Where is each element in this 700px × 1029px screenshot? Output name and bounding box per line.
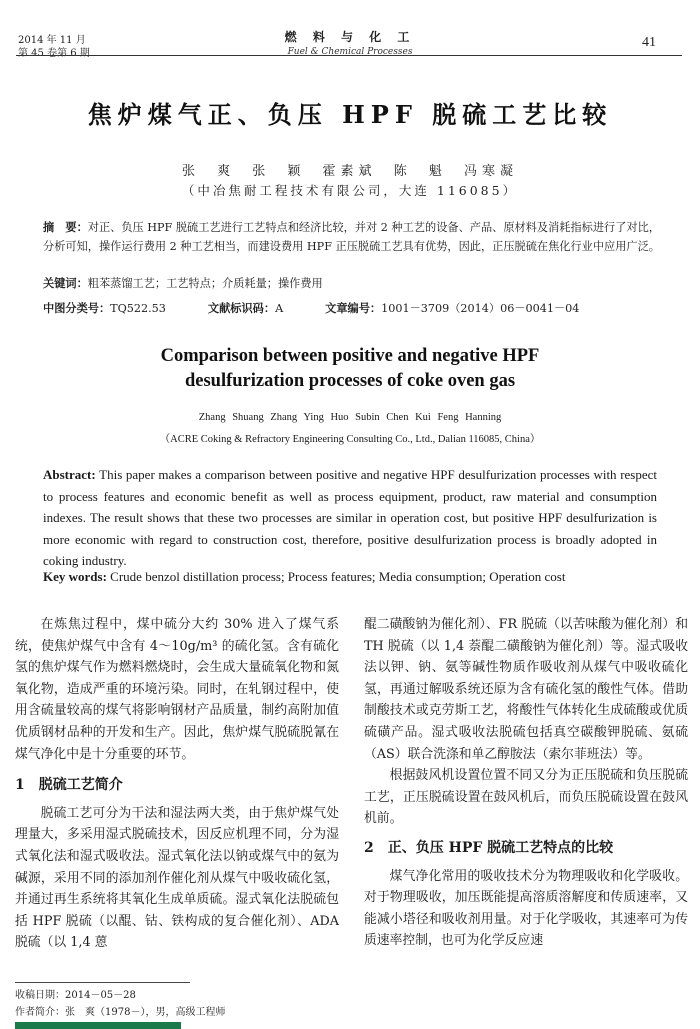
section-heading: 1 脱硫工艺简介 (15, 777, 123, 794)
keywords-cn (43, 274, 663, 293)
journal-name (0, 28, 700, 57)
body-column-right (364, 614, 688, 952)
author-bio: 作者简介：张 爽（1978－），男，高级工程师 (15, 1007, 226, 1018)
keywords-en (43, 569, 657, 585)
body-paragraph: 脱硫工艺可分为干法和湿法两大类，由于焦炉煤气处理量大，多采用湿式脱硫技术，因反应机理不同，分为湿式氧化法和湿式吸收法。湿式氧化法以钠或煤气中的氨为碱源，采用不同的添加剂作催化剂从煤气中吸收硫化氢，并通过再生系统将其氧化生成单质硫。湿式氧化法脱硫包括 HPF 脱硫（以醌、钴、铁构成的复合催化剂）、ADA 脱硫（以 1,4 蒽 (15, 805, 339, 951)
abstract-en (43, 464, 657, 572)
footer-color-bar (15, 1022, 181, 1029)
issue-date: 2014 年 11 月 (18, 35, 86, 46)
article-number: 文章编号：1001－3709（2014）06－0041－04 (325, 301, 580, 315)
header-divider (16, 55, 682, 56)
affiliation-en: （ACRE Coking & Refractory Engineering Consulting Co., Ltd., Dalian 116085, China） (159, 434, 541, 445)
body-paragraph: 在炼焦过程中，煤中硫分大约 30% 进入了煤气系统，使焦炉煤气中含有 4～10g/m³ 的硫化氢。含有硫化氢的焦炉煤气作为燃料燃烧时，会生成大量硫氧化物和氮氧化物，造成严重的环境污染。同时，在轧钢过程中，使用含硫量较高的煤气将影响钢材产品质量，制约高附加值优质钢材品种的开发和生产。因此，焦炉煤气脱硫脱氰在煤气净化中是十分重要的环节。 (15, 617, 339, 762)
received-date: 收稿日期：2014－05－28 (15, 990, 136, 1001)
keywords-en-text: Crude benzol distillation process; Process features; Media consumption; Operation cost (110, 569, 566, 584)
authors-cn: 张 爽 张 颖 霍素斌 陈 魁 冯寒凝 (182, 164, 518, 179)
keywords-en-label: Key words: (43, 569, 107, 584)
abstract-cn-text: 对正、负压 HPF 脱硫工艺进行工艺特点和经济比较，并对 2 种工艺的设备、产品、原材料及消耗指标进行了对比，分析可知，操作运行费用 2 种工艺相当，而建设费用 HPF 正压脱硫工艺具有优势，因此，正压脱硫在焦化行业中应用广泛。 (43, 221, 660, 253)
body-paragraph: 醌二磺酸钠为催化剂）、FR 脱硫（以苦味酸为催化剂）和 TH 脱硫（以 1,4 萘醌二磺酸钠为催化剂）等。湿式吸收法以钾、钠、氨等碱性物质作吸收剂从煤气中吸收硫化氢，再通过解吸系统还原为含有硫化氢的酸性气体。借助制酸技术或克劳斯工艺，将酸性气体转化生成硫酸或优质硫磺产品。湿式吸收法脱硫包括真空碳酸钾脱硫、氨硫（AS）联合洗涤和单乙醇胺法（索尔菲班法）等。 (364, 617, 688, 762)
journal-title-cn: 燃 料 与 化 工 (284, 30, 416, 44)
clc-number: 中图分类号：TQ522.53 (43, 301, 166, 315)
abstract-cn (43, 218, 663, 256)
paper-title-en (0, 344, 700, 394)
abstract-cn-label: 摘 要： (43, 220, 88, 234)
affiliation-cn: （中冶焦耐工程技术有限公司，大连 116085） (181, 183, 519, 198)
footnote-divider (15, 982, 190, 983)
keywords-cn-text: 粗苯蒸馏工艺；工艺特点；介质耗量；操作费用 (87, 277, 323, 290)
section-heading: 2 正、负压 HPF 脱硫工艺特点的比较 (364, 839, 614, 856)
keywords-cn-label: 关键词： (43, 276, 88, 290)
paper-title-en-line1: Comparison between positive and negative HPF (160, 346, 540, 366)
issue-volume: 第 45 卷第 6 期 (18, 48, 90, 59)
body-column-left (15, 614, 339, 954)
page-number: 41 (642, 35, 656, 50)
journal-title-en: Fuel & Chemical Processes (287, 47, 413, 57)
classification-info (43, 299, 663, 318)
abstract-en-label: Abstract: (43, 467, 96, 482)
paper-title-en-line2: desulfurization processes of coke oven gas (184, 371, 516, 391)
paper-title-cn: 焦炉煤气正、负压 HPF 脱硫工艺比较 (87, 100, 613, 129)
body-paragraph: 煤气净化常用的吸收技术分为物理吸收和化学吸收。对于物理吸收，加压既能提高溶质溶解度和传质速率，又能减小塔径和吸收剂用量。对于化学吸收，其速率可为传质速率控制，也可为化学反应速 (364, 868, 688, 949)
authors-en: Zhang Shuang Zhang Ying Huo Subin Chen Kui Feng Hanning (198, 412, 502, 423)
document-code: 文献标识码：A (207, 301, 284, 315)
body-paragraph: 根据鼓风机设置位置不同又分为正压脱硫和负压脱硫工艺，正压脱硫设置在鼓风机后，而负压脱硫设置在鼓风机前。 (364, 768, 688, 827)
abstract-en-text: This paper makes a comparison between positive and negative HPF desulfurization processes with respect to process features and economic benefit as well as process equipment, product, raw material and consumption indexes. The result shows that these two processes are similar in operation cost, but positive HPF desulfurization is more economic with regard to construction cost, therefore, positive desulfurization process is broadly adopted in coking industry. (43, 467, 658, 568)
